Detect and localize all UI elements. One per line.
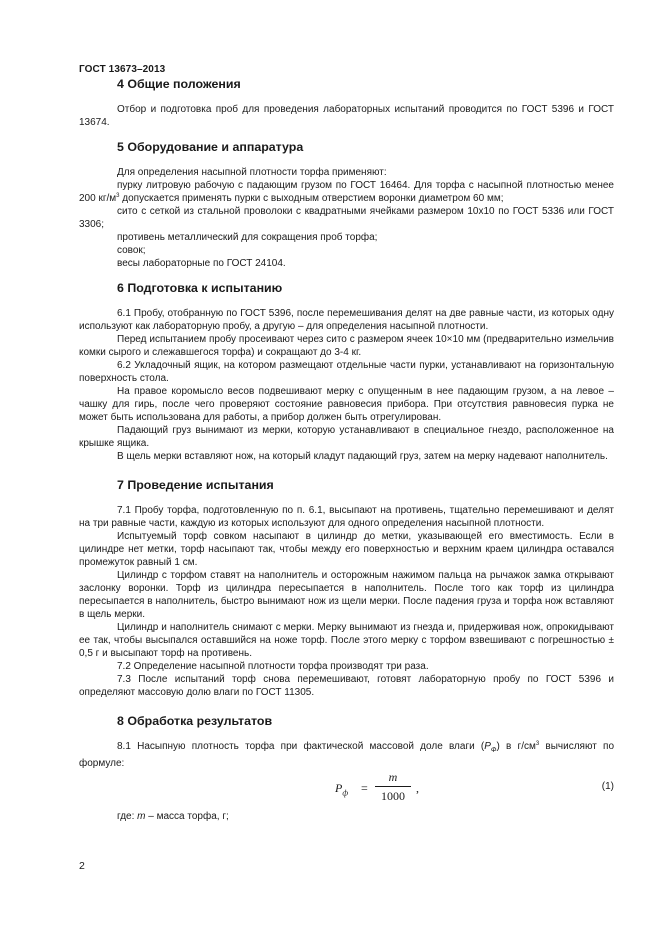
section-5-paragraph-5: совок; — [117, 245, 146, 256]
section-7-paragraph-4: Цилиндр и наполнитель снимают с мерки. Мерку вынимают из гнезда и, придерживая нож, опрокидывают ее так, чтобы высыпался оставшийся на ноже торф. После этого мерку с торфом взвешивают с погрешностью ± 0,5 г и высыпают торф на противень. — [79, 622, 614, 659]
section-5-title: 5 Оборудование и аппаратура — [117, 140, 304, 154]
section-4-paragraph-1: Отбор и подготовка проб для проведения лабораторных испытаний проводится по ГОСТ 5396 и ГОСТ 13674. — [79, 104, 614, 128]
section-6-paragraph-2: Перед испытанием пробу просеивают через сито с размером ячеек 10×10 мм (предварительно измельчив комки сырого и слежавшегося торфа) и сокращают до 3-4 кг. — [79, 334, 614, 358]
section-5-paragraph-3: сито с сеткой из стальной проволоки с квадратными ячейками размером 10х10 по ГОСТ 5336 или ГОСТ 3306; — [79, 206, 614, 230]
section-5-paragraph-1: Для определения насыпной плотности торфа применяют: — [117, 167, 387, 178]
formula-denominator: 1000 — [381, 789, 405, 803]
formula-equals: = — [361, 781, 368, 795]
section-6-paragraph-5: Падающий груз вынимают из мерки, которую устанавливают в специальное гнездо, расположенное на крышке ящика. — [79, 425, 614, 449]
section-4-title: 4 Общие положения — [117, 77, 241, 91]
section-5-paragraph-6: весы лабораторные по ГОСТ 24104. — [117, 258, 286, 269]
page-number: 2 — [79, 860, 85, 872]
section-6-paragraph-1: 6.1 Пробу, отобранную по ГОСТ 5396, после перемешивания делят на две равные части, из которых одну используют как лабораторную пробу, а другую – для определения насыпной плотности. — [79, 308, 614, 332]
document-body — [79, 76, 614, 823]
document-header: ГОСТ 13673–2013 — [79, 64, 166, 75]
section-8-title: 8 Обработка результатов — [117, 714, 273, 728]
section-7-paragraph-2: Испытуемый торф совком насыпают в цилиндр до метки, указывающей его вместимость. Если в цилиндре нет метки, торф насыпают так, чтобы между его поверхностью и верхним краем цилиндра оставался промежуток равный 1 см. — [79, 531, 614, 568]
formula-number: (1) — [601, 781, 614, 792]
formula-numerator: m — [388, 770, 398, 784]
formula-lhs: $P_ф$ — [335, 781, 349, 798]
section-7-paragraph-1: 7.1 Пробу торфа, подготовленную по п. 6.1, высыпают на противень, тщательно перемешивают и делят на три равные части, каждую из которых используют для одного определения насыпной плотности. — [79, 505, 614, 529]
formula-fraction — [375, 770, 411, 803]
section-6-paragraph-4: На правое коромысло весов подвешивают мерку с опущенным в нее падающим грузом, а на левое – чашку для гирь, после чего проверяют состояние равновесия прибора. При отсутствия равновесия пурка не может быть использована для работы, а прибор должен быть отрегулирован. — [79, 386, 614, 423]
section-7-title: 7 Проведение испытания — [117, 478, 274, 492]
section-7-paragraph-6: 7.3 После испытаний торф снова перемешивают, готовят лабораторную пробу по ГОСТ 5396 и определяют массовую долю влаги по ГОСТ 11305. — [79, 674, 614, 698]
section-7-paragraph-5: 7.2 Определение насыпной плотности торфа производят три раза. — [117, 661, 429, 672]
section-7-paragraph-3: Цилиндр с торфом ставят на наполнитель и осторожным нажимом пальца на рычажок замка открывают заслонку воронки. Торф из цилиндра пересыпается в наполнитель. После того как торф из цилиндра пересыпается в наполнитель, быстро вынимают нож из щели мерки. После падения груза и торфа нож вставляют в щель мерки. — [79, 570, 614, 620]
section-8-paragraph-1: 8.1 Насыпную плотность торфа при фактической массовой доле влаги $(Р_Ф)$ в $г/см^3$ вычисляют по формуле: — [79, 741, 615, 769]
section-5-paragraph-2: пурку литровую рабочую с падающим грузом по ГОСТ 16464. Для торфа с насыпной плотностью менее 200 $кг/м^3$ допускается применять пурки с выходным отверстием воронки диаметром 60 мм; — [79, 180, 614, 204]
formula-comma: , — [416, 781, 419, 795]
formula-where-clause: где: m – масса торфа, г; — [117, 811, 229, 822]
fraction-bar — [375, 786, 411, 787]
section-5-paragraph-4: противень металлический для сокращения проб торфа; — [117, 232, 378, 243]
section-6-paragraph-3: 6.2 Укладочный ящик, на котором размещают отдельные части пурки, устанавливают на горизонтальную поверхность стола. — [79, 360, 614, 384]
formula-1 — [79, 770, 614, 810]
section-6-paragraph-6: В щель мерки вставляют нож, на который кладут падающий груз, затем на мерку надевают наполнитель. — [117, 451, 608, 462]
section-6-title: 6 Подготовка к испытанию — [117, 281, 283, 295]
